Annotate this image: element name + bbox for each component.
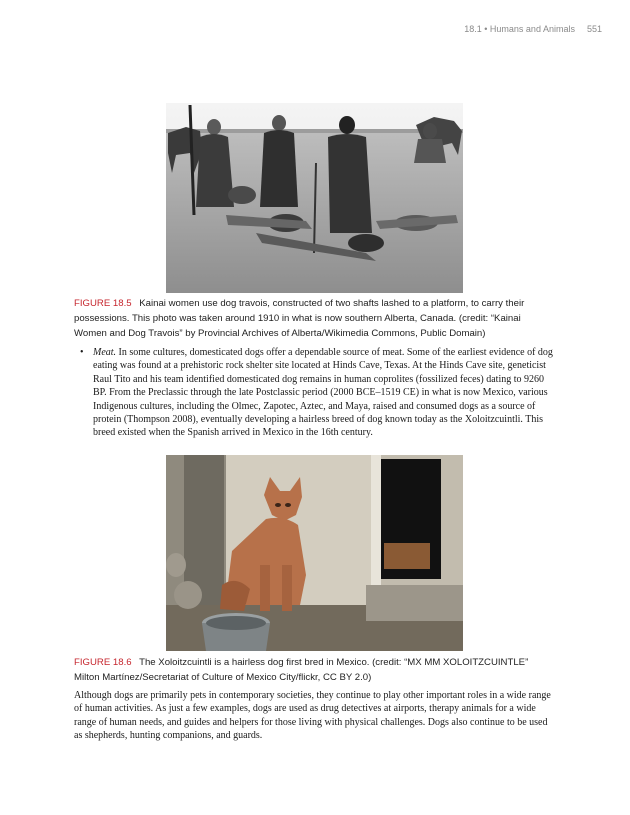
bullet-text: In some cultures, domesticated dogs offer a dependable source of meat. Some of the earliest evidence of dog eating was found at a prehistoric rock shelter site located at Hinds Cave, Texas. At the Hinds Cave site, geneticist Raul Tito and his team identified domesticated dog remains in human coprolites (fossilized feces) dating to 9260 BP. From the Preclassic through the late Postclassic period (2000 BCE–1519 CE) in what is now Mexico, various Indigenous cultures, including the Olmec, Zapotec, Aztec, and Maya, raised and consumed dogs as a source of protein (Thompson 2008), eventually developing a hairless breed of dog known today as the Xoloitzcuintli. This breed existed when the Spanish arrived in Mexico in the 16th century.: [93, 347, 553, 439]
figure-18-5-caption-text: Kainai women use dog travois, constructed of two shafts lashed to a platform, to carry their possessions. This photo was taken around 1910 in what is now southern Alberta, Canada. (credit: “Kainai Women and Dog Travois” by Provincial Archives of Alberta/Wikimedia Commons, Public Domain): [74, 298, 525, 339]
page-number: 551: [586, 24, 602, 34]
bullet-term: Meat.: [93, 347, 117, 358]
section-title: 18.1 • Humans and Animals: [464, 24, 575, 34]
body-paragraph: Although dogs are primarily pets in contemporary societies, they continue to play other important roles in a wide range of human activities. As just a few examples, dogs are used as drug detectives at airports, therapy animals for a wide range of human needs, and guides and helpers for those living with physical challenges. Dogs also continue to be used as shepherds, hunting companions, and guards.: [74, 690, 551, 742]
figure-18-5-photo: [166, 103, 463, 293]
bullet-dot: •: [80, 347, 84, 358]
running-head: [464, 24, 602, 34]
figure-18-6-caption-text: The Xoloitzcuintli is a hairless dog first bred in Mexico. (credit: “MX MM XOLOITZCUINTLE” Milton Martínez/Secretariat of Culture of Mexico City/flickr, CC BY 2.0): [74, 657, 529, 683]
bullet-item-meat: [74, 346, 554, 440]
figure-18-5-number: FIGURE 18.5: [74, 298, 132, 309]
figure-18-6-photo: [166, 455, 463, 651]
figure-18-6-caption: [74, 655, 554, 685]
figure-18-6-number: FIGURE 18.6: [74, 657, 132, 668]
figure-18-5-caption: [74, 296, 554, 341]
